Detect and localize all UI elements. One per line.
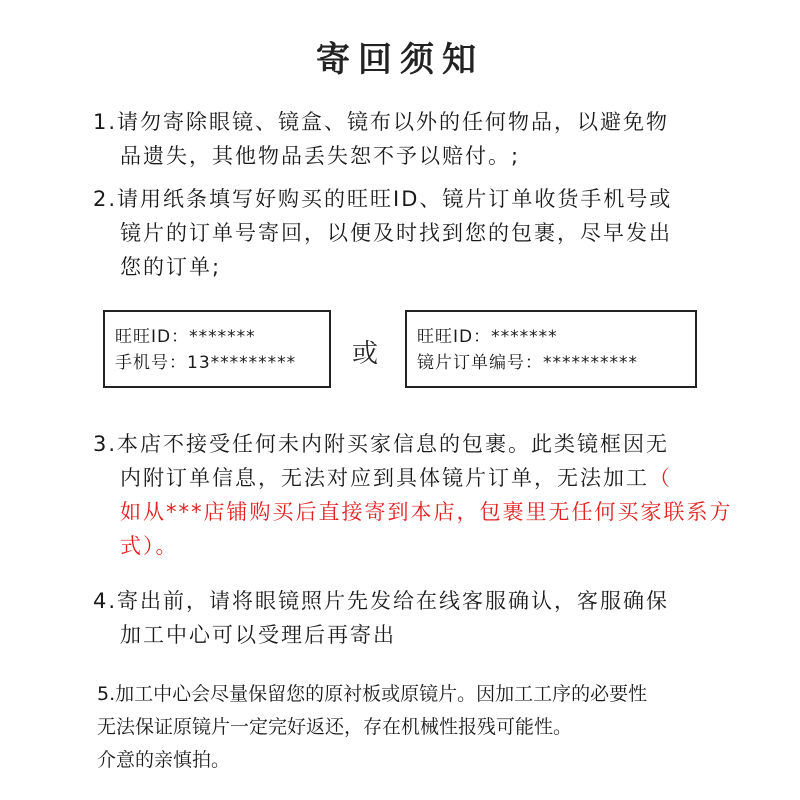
notice-item-1-line-2: 品遗失，其他物品丢失恕不予以赔付。; xyxy=(120,144,521,168)
notice-item-2 xyxy=(93,182,713,284)
example-box-right-order-number: 镜片订单编号：********** xyxy=(417,353,638,373)
notice-item-3-red-paren: （ xyxy=(649,466,672,490)
example-box-right xyxy=(405,310,697,388)
notice-item-3-line-2 xyxy=(93,461,713,495)
notice-item-4 xyxy=(93,584,713,652)
notice-item-2-line-1: 2.请用纸条填写好购买的旺旺ID、镜片订单收货手机号或 xyxy=(93,187,673,211)
notice-item-5-line-2: 无法保证原镜片一定完好返还，存在机械性报残可能性。 xyxy=(97,716,573,738)
notice-item-3-line-3: 如从***店铺购买后直接寄到本店，包裹里无任何买家联系方 xyxy=(120,500,733,524)
notice-item-2-line-3: 您的订单; xyxy=(120,255,222,279)
notice-item-5-line-3: 介意的亲慎拍。 xyxy=(97,749,231,771)
or-label: 或 xyxy=(352,339,379,369)
example-box-left-phone: 手机号：13********* xyxy=(115,353,297,373)
notice-item-3-line-2-text: 内附订单信息，无法对应到具体镜片订单，无法加工 xyxy=(120,466,649,490)
notice-item-5-line-1: 5.加工中心会尽量保留您的原衬板或原镜片。因加工工序的必要性 xyxy=(97,683,648,705)
notice-item-2-line-2: 镜片的订单号寄回，以便及时找到您的包裹，尽早发出 xyxy=(120,221,672,245)
notice-item-4-line-2: 加工中心可以受理后再寄出 xyxy=(120,623,396,647)
notice-item-3-line-4: 式）。 xyxy=(120,534,179,558)
page-title: 寄回须知 xyxy=(316,40,484,80)
notice-item-1 xyxy=(93,105,713,173)
notice-item-5 xyxy=(97,678,647,777)
notice-item-3-line-1: 3.本店不接受任何未内附买家信息的包裹。此类镜框因无 xyxy=(93,432,670,456)
example-box-right-wangwang: 旺旺ID：******* xyxy=(417,327,558,347)
notice-item-1-line-1: 1.请勿寄除眼镜、镜盒、镜布以外的任何物品，以避免物 xyxy=(93,110,670,134)
example-box-left xyxy=(103,310,331,388)
notice-item-3 xyxy=(93,427,733,563)
notice-item-4-line-1: 4.寄出前，请将眼镜照片先发给在线客服确认，客服确保 xyxy=(93,589,670,613)
example-box-left-wangwang: 旺旺ID：******* xyxy=(115,327,256,347)
